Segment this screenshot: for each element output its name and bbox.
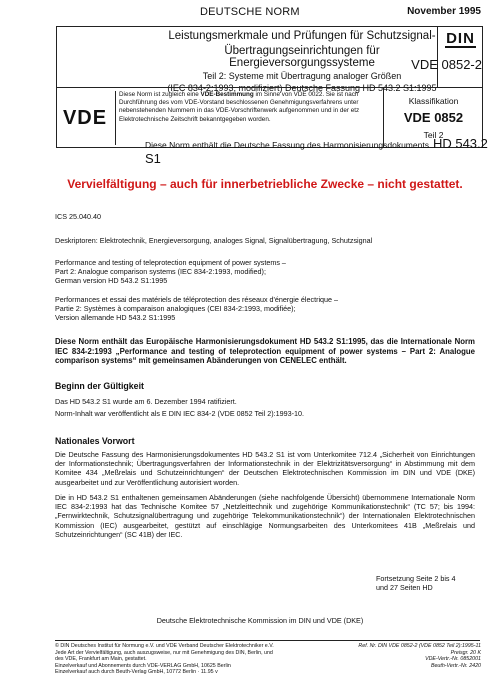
english-line-3: German version HD 543.2 S1:1995: [55, 276, 168, 286]
footer-right-line-1: Ref. Nr. DIN VDE 0852-2 (VDE 0852 Teil 2):1995-11: [358, 643, 481, 649]
vde-desc-prefix: Diese Norm ist zugleich eine: [119, 91, 201, 98]
klassifikation-label: Klassifikation: [408, 96, 459, 106]
klassifikation-number: VDE 0852: [403, 110, 464, 125]
continuation-line-1: Fortsetzung Seite 2 bis 4: [376, 574, 456, 583]
title-line-3: Teil 2: Systeme mit Übertragung analoger Größen: [202, 71, 402, 81]
footer-left-line-3: des VDE, Frankfurt am Main, gestattet.: [55, 656, 147, 662]
commission-name: Deutsche Elektrotechnische Kommission im DIN und VDE (DKE): [156, 616, 364, 625]
document-type-label: DEUTSCHE NORM: [200, 6, 300, 18]
footer-left-line-1: © DIN Deutsches Institut für Normung e.V. und VDE Verband Deutscher Elektrotechniker e.V.: [55, 643, 274, 649]
copy-warning: Vervielfältigung – auch für innerbetriebliche Zwecke – nicht gestattet.: [67, 177, 463, 191]
vorwort-paragraph-1: Die Deutsche Fassung des Harmonisierungsdokumentes HD 543.2 S1 ist vom Unterkomitee 712.4 „Sicherheit von Einrichtungen der Informationstechnik; Übertragungsverfahren der Informationstechnik in der Elektrizitätsversorgung“ in Abstimmung mit dem Komitee 434 „Meßrelais und Schutzeinrichtungen“ der Deutschen Elektrotechnischen Kommission im DIN und VDE (DKE) ausgearbeitet und zur Veröffentlichung autorisiert worden.: [55, 450, 475, 487]
english-title: [55, 258, 475, 286]
title-line-1: Leistungsmerkmale und Prüfungen für Schutzsignal-: [168, 30, 436, 42]
english-line-2: Part 2: Analogue comparison systems (IEC 834-2:1993, modified);: [55, 267, 266, 277]
footer-right-line-2: Preisgr. 20 K: [450, 649, 481, 656]
hd-statement-text: Diese Norm enthält die Deutsche Fassung des Harmonisierungsdokuments: [145, 140, 429, 150]
gueltigkeit-line-1: Das HD 543.2 S1 wurde am 6. Dezember 1994 ratifiziert.: [55, 397, 237, 406]
footer-copyright: [55, 643, 315, 676]
footer-left-line-5: Einzelverkauf auch durch Beuth-Verlag GmbH, 10772 Berlin · 11.95 v: [55, 669, 218, 675]
gueltigkeit-heading: Beginn der Gültigkeit: [55, 381, 144, 391]
vde-logo: VDE: [62, 106, 108, 129]
hd-statement: [145, 136, 495, 166]
continuation-note: [376, 574, 486, 592]
klassifikation-teil: Teil 2: [423, 130, 444, 140]
french-line-2: Partie 2: Systèmes à comparaison analogiques (CEI 834-2:1993, modifiée);: [55, 304, 296, 314]
hd-code: HD 543.2 S1: [145, 136, 488, 166]
vorwort-heading: Nationales Vorwort: [55, 436, 135, 446]
title-block: [56, 26, 483, 148]
publication-date: November 1995: [407, 6, 481, 17]
footer-left-line-2: Jede Art der Vervielfältigung, auch auszugsweise, nur mit Genehmigung des DIN, Berlin, und: [55, 649, 273, 656]
footer-divider: [55, 640, 480, 641]
continuation-line-2: und 27 Seiten HD: [376, 583, 433, 593]
vorwort-paragraph-2: Die in HD 543.2 S1 enthaltenen gemeinsamen Abänderungen (siehe nachfolgende Übersicht) übernommene Internationale Norm IEC 834-2:1993 hat das Technische Komitee 57 „Netzleittechnik und zugehörige Kommunikationstechnik“ (TC 57; bis 1994: „Fernwirktechnik, Schutzsignalübertragung und zugehörige Telekommunikationstechnik“) der Internationalen Elektrotechnischen Kommission (IEC) ausgearbeitet, gestützt auf einschlägige Normungsarbeiten des Unterkomitees 41B „Meßrelais und Schutzeinrichtungen“ (SC 41B) der IEC.: [55, 493, 475, 539]
title-line-2: Übertragungseinrichtungen für Energieversorgungssysteme: [224, 45, 380, 69]
din-logo: DIN: [446, 30, 475, 47]
title-line-4: (IEC 834-2:1993, modifiziert) Deutsche Fassung HD 543.2 S1:1995: [167, 83, 437, 93]
footer-right-line-4: Beuth-Vertr.-Nr. 2420: [430, 662, 481, 669]
din-logo-cell: [411, 27, 483, 87]
french-line-1: Performances et essai des matériels de téléprotection des réseaux d'énergie électrique –: [55, 295, 339, 304]
european-statement: Diese Norm enthält das Europäische Harmonisierungsdokument HD 543.2 S1:1995, das die Internationale Norm IEC 834-2:1993 „Performance and testing of teleprotection equipment of power systems – Part 2: Analogue comparison systems“ mit gemeinsamen Abänderungen von CENELEC enthält.: [55, 337, 475, 366]
footer-references: [311, 643, 481, 669]
french-line-3: Version allemande HD 543.2 S1:1995: [55, 313, 176, 323]
french-title: [55, 295, 475, 323]
vde-desc-bold: VDE-Bestimmung: [200, 91, 254, 98]
deskriptoren: Deskriptoren: Elektrotechnik, Energieversorgung, analoges Signal, Signalübertragung, Schutzsignal: [55, 236, 373, 245]
english-line-1: Performance and testing of teleprotection equipment of power systems –: [55, 258, 286, 267]
ics-code: ICS 25.040.40: [55, 212, 101, 221]
footer-right-line-3: VDE-Vertr.-Nr. 0852001: [425, 656, 481, 662]
gueltigkeit-line-2: Norm-Inhalt war veröffentlicht als E DIN IEC 834-2 (VDE 0852 Teil 2):1993-10.: [55, 409, 305, 418]
footer-left-line-4: Einzelverkauf und Abonnements durch VDE-VERLAG GmbH, 10625 Berlin: [55, 662, 231, 669]
vde-desc-rest: im Sinne von VDE 0022. Sie ist nach Durchführung des vom VDE-Vorstand beschlossenen Genehmigungsverfahrens unter nebenstehenden Nummern in das VDE-Vorschriftenwerk aufgenommen und in der etz Elektrotechnische Zeitschrift bekanntgegeben worden.: [119, 91, 360, 123]
din-number: VDE 0852-2: [411, 57, 482, 72]
